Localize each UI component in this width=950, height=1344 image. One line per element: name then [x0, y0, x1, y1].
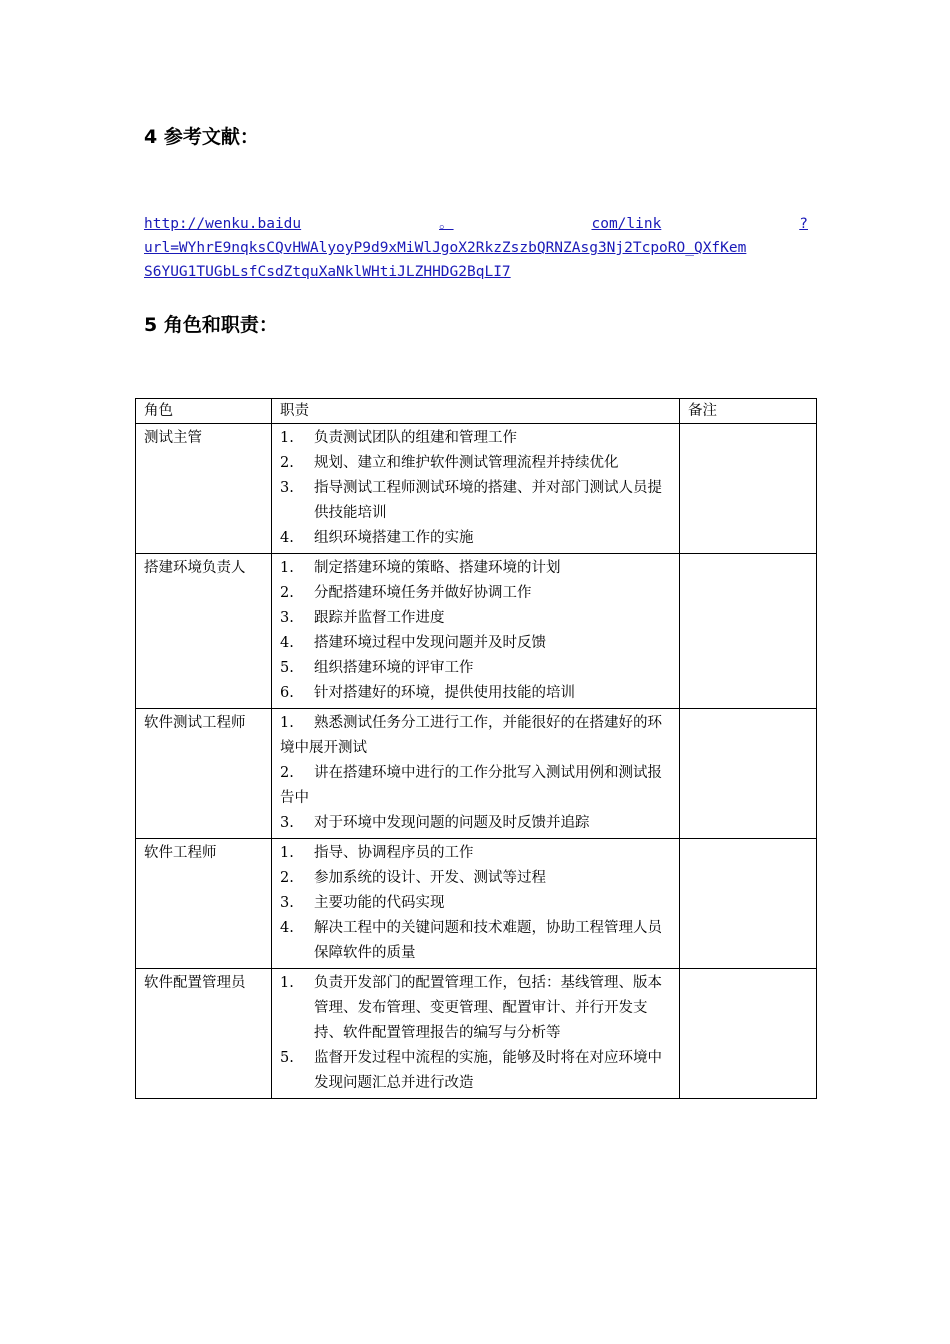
duties-cell: [272, 554, 680, 709]
roles-table-body: [136, 399, 817, 1099]
list-item-number: 1.: [280, 975, 294, 991]
list-item-text: 针对搭建好的环境，提供使用技能的培训: [314, 685, 575, 701]
list-item-number: 1.: [280, 560, 294, 576]
table-header-row: [136, 399, 817, 424]
list-item: [280, 476, 671, 526]
role-cell: 测试主管: [136, 424, 272, 554]
list-item-text: 监督开发过程中流程的实施，能够及时将在对应环境中发现问题汇总并进行改造: [314, 1050, 662, 1091]
list-item-text: 讲在搭建环境中进行的工作分批写入测试用例和测试报告中: [280, 765, 662, 806]
header-role: 角色: [136, 399, 272, 424]
list-item-text: 负责开发部门的配置管理工作，包括：基线管理、版本管理、发布管理、变更管理、配置审计、并行开发支持、软件配置管理报告的编写与分析等: [314, 975, 662, 1041]
list-item-number: 5.: [280, 1050, 294, 1066]
list-item: [280, 1046, 671, 1096]
list-item: [280, 556, 671, 581]
reference-link-line-2[interactable]: url=WYhrE9nqksCQvHWAlyoyP9d9xMiWlJgoX2RkzZszbQRNZAsg3Nj2TcpoRO_QXfKem: [144, 240, 747, 256]
list-item: [280, 866, 671, 891]
list-item: [280, 681, 671, 706]
link-segment[interactable]: com/link: [591, 216, 662, 232]
link-segment[interactable]: 。: [439, 216, 454, 232]
duties-cell: [272, 969, 680, 1099]
table-row: [136, 424, 817, 554]
list-item-text: 组织搭建环境的评审工作: [314, 660, 474, 676]
list-item-number: 3.: [280, 610, 294, 626]
list-item-number: 5.: [280, 660, 294, 676]
list-item-number: 1.: [280, 845, 294, 861]
notes-cell: [680, 839, 817, 969]
list-item-text: 搭建环境过程中发现问题并及时反馈: [314, 635, 546, 651]
list-item-text: 指导测试工程师测试环境的搭建、并对部门测试人员提供技能培训: [314, 480, 662, 521]
list-item: [280, 631, 671, 656]
list-item-text: 解决工程中的关键问题和技术难题，协助工程管理人员保障软件的质量: [314, 920, 662, 961]
list-item-number: 3.: [280, 815, 294, 831]
list-item: [280, 581, 671, 606]
list-item: [280, 761, 671, 811]
list-item-number: 1.: [280, 715, 294, 731]
role-cell: 软件配置管理员: [136, 969, 272, 1099]
list-item-text: 跟踪并监督工作进度: [314, 610, 445, 626]
list-item-text: 参加系统的设计、开发、测试等过程: [314, 870, 546, 886]
role-cell: 软件工程师: [136, 839, 272, 969]
header-notes: 备注: [680, 399, 817, 424]
table-row: [136, 969, 817, 1099]
duties-cell: [272, 839, 680, 969]
list-item: [280, 916, 671, 966]
list-item-text: 组织环境搭建工作的实施: [314, 530, 474, 546]
list-item-number: 6.: [280, 685, 294, 701]
list-item: [280, 656, 671, 681]
list-item: [280, 971, 671, 1046]
list-item-number: 2.: [280, 585, 294, 601]
link-segment[interactable]: http://wenku.baidu: [144, 216, 302, 232]
list-item-text: 负责测试团队的组建和管理工作: [314, 430, 517, 446]
list-item: [280, 891, 671, 916]
notes-cell: [680, 709, 817, 839]
list-item: [280, 606, 671, 631]
list-item-number: 2.: [280, 455, 294, 471]
duties-cell: [272, 424, 680, 554]
notes-cell: [680, 969, 817, 1099]
header-duties: 职责: [272, 399, 680, 424]
roles-table: [135, 398, 817, 1099]
list-item-text: 主要功能的代码实现: [314, 895, 445, 911]
reference-link-line-1[interactable]: [144, 212, 808, 236]
list-item-number: 3.: [280, 895, 294, 911]
notes-cell: [680, 424, 817, 554]
notes-cell: [680, 554, 817, 709]
table-row: [136, 554, 817, 709]
list-item-number: 2.: [280, 870, 294, 886]
list-item-text: 熟悉测试任务分工进行工作，并能很好的在搭建好的环境中展开测试: [280, 715, 662, 756]
link-segment[interactable]: ?: [799, 216, 808, 232]
list-item-number: 3.: [280, 480, 294, 496]
list-item: [280, 526, 671, 551]
list-item: [280, 451, 671, 476]
list-item-number: 4.: [280, 920, 294, 936]
list-item-text: 指导、协调程序员的工作: [314, 845, 474, 861]
list-item-text: 制定搭建环境的策略、搭建环境的计划: [314, 560, 561, 576]
duties-cell: [272, 709, 680, 839]
list-item-text: 分配搭建环境任务并做好协调工作: [314, 585, 532, 601]
list-item: [280, 841, 671, 866]
list-item: [280, 426, 671, 451]
list-item: [280, 711, 671, 761]
table-row: [136, 709, 817, 839]
reference-link[interactable]: [144, 212, 808, 284]
role-cell: 搭建环境负责人: [136, 554, 272, 709]
section-4-heading: 4 参考文献：: [144, 126, 259, 148]
list-item-number: 2.: [280, 765, 294, 781]
section-5-heading: 5 角色和职责：: [144, 314, 278, 336]
role-cell: 软件测试工程师: [136, 709, 272, 839]
reference-link-line-3[interactable]: S6YUG1TUGbLsfCsdZtquXaNklWHtiJLZHHDG2BqLI7: [144, 264, 511, 280]
list-item-text: 规划、建立和维护软件测试管理流程并持续优化: [314, 455, 619, 471]
list-item: [280, 811, 671, 836]
table-row: [136, 839, 817, 969]
list-item-number: 4.: [280, 635, 294, 651]
list-item-text: 对于环境中发现问题的问题及时反馈并追踪: [314, 815, 590, 831]
list-item-number: 1.: [280, 430, 294, 446]
list-item-number: 4.: [280, 530, 294, 546]
